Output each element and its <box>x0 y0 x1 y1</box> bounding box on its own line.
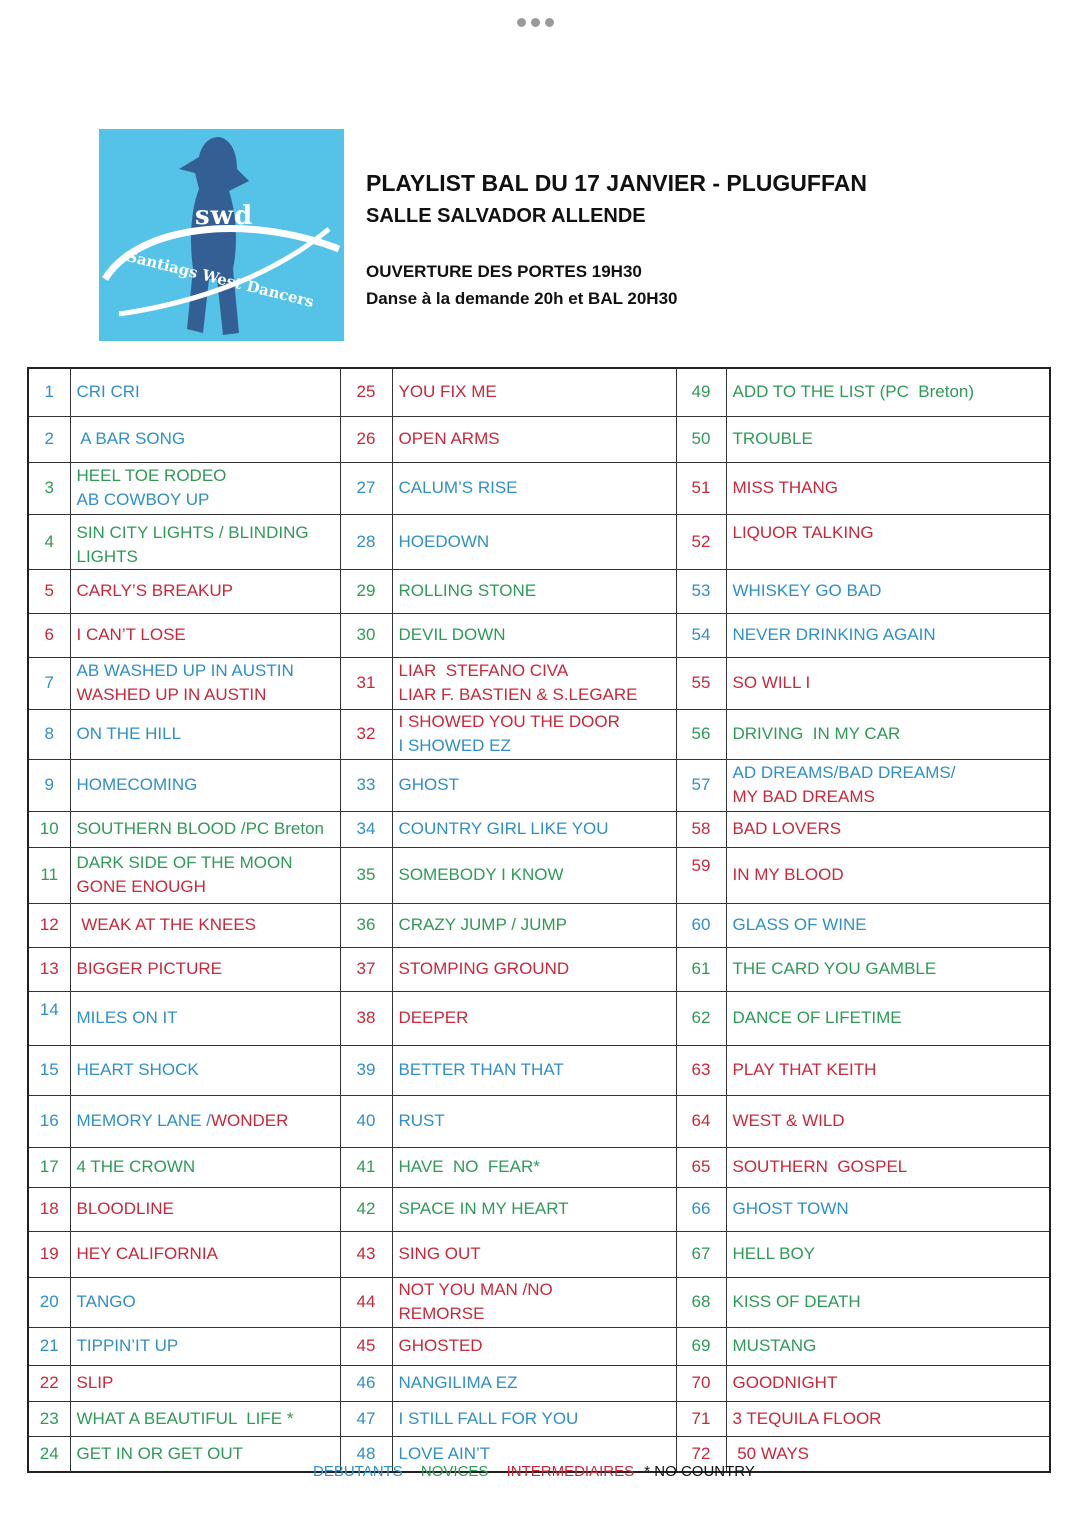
track-title-text: WHAT A BEAUTIFUL LIFE * <box>76 1408 294 1428</box>
track-title-text: SIN CITY LIGHTS / BLINDING <box>76 522 309 542</box>
track-number: 53 <box>676 569 726 613</box>
track-number: 42 <box>340 1187 392 1231</box>
track-title-text: HOEDOWN <box>398 531 490 551</box>
track-title <box>70 416 340 462</box>
track-title <box>726 514 1050 569</box>
track-title <box>70 613 340 657</box>
more-options-icon[interactable] <box>517 18 554 27</box>
table-row <box>28 416 1050 462</box>
table-row <box>28 462 1050 514</box>
track-title-text: GHOSTED <box>398 1336 483 1355</box>
track-number: 14 <box>28 991 70 1045</box>
logo-initials: swd <box>195 201 254 231</box>
track-title-text: ROLLING STONE <box>398 581 537 600</box>
track-title <box>70 1277 340 1327</box>
track-number: 18 <box>28 1187 70 1231</box>
track-number: 39 <box>340 1045 392 1095</box>
dot-icon <box>545 18 554 27</box>
track-title-text: SOMEBODY I KNOW <box>398 865 564 884</box>
table-row <box>28 368 1050 416</box>
venue-name: SALLE SALVADOR ALLENDE <box>366 205 646 227</box>
track-title <box>726 1231 1050 1277</box>
track-number: 59 <box>676 847 726 903</box>
track-title-text: GONE ENOUGH <box>76 877 206 896</box>
track-title-text: MEMORY LANE / <box>76 1111 211 1130</box>
track-title-text: YOU FIX ME <box>398 382 497 402</box>
track-title-text: MUSTANG <box>732 1336 817 1355</box>
track-title <box>392 991 676 1045</box>
track-title-text: BETTER THAN THAT <box>398 1060 564 1079</box>
table-row <box>28 759 1050 811</box>
track-title <box>70 1231 340 1277</box>
track-number: 64 <box>676 1095 726 1147</box>
table-row <box>28 1327 1050 1365</box>
table-row <box>28 1187 1050 1231</box>
track-title <box>70 1095 340 1147</box>
dot-icon <box>531 18 540 27</box>
track-title <box>726 759 1050 811</box>
track-title-text: SOUTHERN BLOOD /PC Breton <box>76 819 325 838</box>
track-title-text: 50 WAYS <box>732 1443 810 1463</box>
track-title-text: LIGHTS <box>76 546 138 566</box>
track-number: 6 <box>28 613 70 657</box>
track-number: 5 <box>28 569 70 613</box>
track-title-text: MY BAD DREAMS <box>732 787 875 806</box>
track-title-text: NEVER DRINKING AGAIN <box>732 625 936 644</box>
table-row <box>28 1277 1050 1327</box>
track-title-text: BLOODLINE <box>76 1199 174 1218</box>
track-title <box>726 709 1050 759</box>
table-row <box>28 903 1050 947</box>
track-number: 70 <box>676 1365 726 1401</box>
track-title <box>70 368 340 416</box>
track-title-text: AB WASHED UP IN AUSTIN <box>76 661 294 680</box>
doors-opening: OUVERTURE DES PORTES 19H30 <box>366 262 642 281</box>
track-number: 26 <box>340 416 392 462</box>
track-number: 35 <box>340 847 392 903</box>
track-title <box>726 657 1050 709</box>
track-title <box>726 1187 1050 1231</box>
track-number: 68 <box>676 1277 726 1327</box>
track-title <box>726 368 1050 416</box>
track-title-text: RUST <box>398 1111 445 1130</box>
track-title <box>726 1095 1050 1147</box>
track-number: 10 <box>28 811 70 847</box>
table-row <box>28 847 1050 903</box>
track-number: 19 <box>28 1231 70 1277</box>
track-title-text: I SHOWED EZ <box>398 736 511 755</box>
track-title-text: GOODNIGHT <box>732 1373 838 1392</box>
track-title <box>70 991 340 1045</box>
track-number: 69 <box>676 1327 726 1365</box>
track-number: 57 <box>676 759 726 811</box>
table-row <box>28 1045 1050 1095</box>
table-row <box>28 1147 1050 1187</box>
track-title <box>726 991 1050 1045</box>
track-number: 17 <box>28 1147 70 1187</box>
track-title-text: HOMECOMING <box>76 775 198 794</box>
table-row <box>28 991 1050 1045</box>
logo-club-name: Santiags West Dancers <box>124 247 316 312</box>
track-number: 49 <box>676 368 726 416</box>
track-title-text: WONDER <box>210 1111 289 1130</box>
track-title-text: SING OUT <box>398 1244 481 1263</box>
track-title-text: THE CARD YOU GAMBLE <box>732 959 937 978</box>
track-title <box>392 1327 676 1365</box>
track-title-text: TROUBLE <box>732 429 813 448</box>
track-title <box>70 1045 340 1095</box>
track-title <box>392 569 676 613</box>
track-title-text: I STILL FALL FOR YOU <box>398 1408 579 1428</box>
track-title <box>726 1365 1050 1401</box>
track-title <box>392 514 676 569</box>
track-title-text: AD DREAMS/BAD DREAMS/ <box>732 763 956 782</box>
track-title <box>392 1095 676 1147</box>
track-title-text: HELL BOY <box>732 1244 816 1263</box>
table-row <box>28 1231 1050 1277</box>
track-number: 33 <box>340 759 392 811</box>
track-number: 30 <box>340 613 392 657</box>
track-number: 56 <box>676 709 726 759</box>
track-title <box>726 1277 1050 1327</box>
track-number: 20 <box>28 1277 70 1327</box>
track-title-text: WASHED UP IN AUSTIN <box>76 685 267 704</box>
track-title <box>726 1436 1050 1472</box>
track-title <box>70 903 340 947</box>
track-title <box>392 462 676 514</box>
color-legend <box>313 1463 755 1480</box>
track-number: 61 <box>676 947 726 991</box>
track-number: 67 <box>676 1231 726 1277</box>
dance-schedule: Danse à la demande 20h et BAL 20H30 <box>366 289 678 308</box>
track-title <box>392 1401 676 1436</box>
track-title-text: CRAZY JUMP / JUMP <box>398 915 567 934</box>
track-title <box>70 1401 340 1436</box>
track-number: 44 <box>340 1277 392 1327</box>
track-number: 72 <box>676 1436 726 1472</box>
track-title <box>392 657 676 709</box>
track-number: 28 <box>340 514 392 569</box>
track-title <box>392 1045 676 1095</box>
track-number: 4 <box>28 514 70 569</box>
track-number: 13 <box>28 947 70 991</box>
track-number: 2 <box>28 416 70 462</box>
track-title <box>70 811 340 847</box>
track-title <box>70 1365 340 1401</box>
track-title-text: 4 THE CROWN <box>76 1157 196 1176</box>
track-title <box>726 1327 1050 1365</box>
club-logo <box>99 129 344 341</box>
track-title <box>392 947 676 991</box>
track-number: 37 <box>340 947 392 991</box>
track-title <box>392 903 676 947</box>
track-number: 55 <box>676 657 726 709</box>
track-title <box>70 1327 340 1365</box>
track-title <box>726 1147 1050 1187</box>
track-title <box>70 1147 340 1187</box>
track-title-text: I CAN’T LOSE <box>76 625 186 644</box>
table-row <box>28 1365 1050 1401</box>
track-number: 27 <box>340 462 392 514</box>
track-number: 52 <box>676 514 726 569</box>
table-row <box>28 569 1050 613</box>
legend-intermediaires: INTERMEDIAIRES <box>506 1463 635 1480</box>
track-title <box>70 847 340 903</box>
track-number: 16 <box>28 1095 70 1147</box>
track-title <box>392 709 676 759</box>
track-title <box>726 811 1050 847</box>
track-number: 54 <box>676 613 726 657</box>
track-number: 58 <box>676 811 726 847</box>
track-title <box>70 947 340 991</box>
table-row <box>28 811 1050 847</box>
track-title <box>392 416 676 462</box>
track-title-text: HAVE NO FEAR* <box>398 1157 540 1176</box>
track-title-text: DANCE OF LIFETIME <box>732 1008 902 1027</box>
track-title <box>392 1147 676 1187</box>
track-title-text: LIAR F. BASTIEN & S.LEGARE <box>398 685 638 704</box>
track-number: 41 <box>340 1147 392 1187</box>
track-number: 60 <box>676 903 726 947</box>
legend-no-country: * NO COUNTRY <box>644 1463 755 1480</box>
track-title-text: CALUM’S RISE <box>398 478 518 497</box>
track-number: 38 <box>340 991 392 1045</box>
track-title-text: CARLY’S BREAKUP <box>76 581 234 600</box>
track-title <box>70 514 340 569</box>
track-number: 25 <box>340 368 392 416</box>
track-title-text: SO WILL I <box>732 673 811 692</box>
track-title <box>726 1045 1050 1095</box>
track-title-text: ADD TO THE LIST (PC Breton) <box>732 382 975 402</box>
track-number: 40 <box>340 1095 392 1147</box>
track-number: 63 <box>676 1045 726 1095</box>
track-title-text: WHISKEY GO BAD <box>732 581 882 600</box>
track-number: 9 <box>28 759 70 811</box>
track-title <box>392 368 676 416</box>
track-title <box>392 759 676 811</box>
table-row <box>28 657 1050 709</box>
track-number: 23 <box>28 1401 70 1436</box>
track-title-text: GLASS OF WINE <box>732 915 867 934</box>
track-number: 50 <box>676 416 726 462</box>
track-title <box>726 462 1050 514</box>
track-number: 43 <box>340 1231 392 1277</box>
track-number: 65 <box>676 1147 726 1187</box>
track-title <box>392 1277 676 1327</box>
track-title <box>70 1436 340 1472</box>
table-row <box>28 514 1050 569</box>
track-title-text: BAD LOVERS <box>732 819 842 838</box>
table-row <box>28 947 1050 991</box>
track-number: 62 <box>676 991 726 1045</box>
track-number: 51 <box>676 462 726 514</box>
track-title-text: WEST & WILD <box>732 1111 845 1130</box>
track-title-text: KISS OF DEATH <box>732 1292 861 1311</box>
track-title-text: STOMPING GROUND <box>398 959 570 978</box>
track-title-text: DEEPER <box>398 1008 469 1027</box>
track-title <box>70 1187 340 1231</box>
track-number: 34 <box>340 811 392 847</box>
track-title <box>70 709 340 759</box>
track-title-text: TANGO <box>76 1292 136 1311</box>
track-number: 12 <box>28 903 70 947</box>
track-title-text: SPACE IN MY HEART <box>398 1199 569 1218</box>
track-title <box>392 1365 676 1401</box>
track-number: 11 <box>28 847 70 903</box>
track-title-text: AB COWBOY UP <box>76 490 210 509</box>
track-number: 36 <box>340 903 392 947</box>
track-title <box>70 462 340 514</box>
dot-icon <box>517 18 526 27</box>
table-row <box>28 613 1050 657</box>
track-title <box>70 569 340 613</box>
track-title-text: DEVIL DOWN <box>398 625 506 644</box>
track-title <box>726 569 1050 613</box>
track-number: 31 <box>340 657 392 709</box>
track-title <box>726 903 1050 947</box>
track-number: 21 <box>28 1327 70 1365</box>
track-title-text: I SHOWED YOU THE DOOR <box>398 712 620 731</box>
track-title-text: DRIVING IN MY CAR <box>732 724 901 743</box>
track-title-text: CRI CRI <box>76 382 140 402</box>
track-number: 48 <box>340 1436 392 1472</box>
track-number: 22 <box>28 1365 70 1401</box>
track-number: 45 <box>340 1327 392 1365</box>
track-title-text: DARK SIDE OF THE MOON <box>76 853 293 872</box>
track-number: 71 <box>676 1401 726 1436</box>
track-title-text: GHOST TOWN <box>732 1199 849 1218</box>
track-number: 47 <box>340 1401 392 1436</box>
playlist-table <box>27 367 1051 1473</box>
track-title-text: SOUTHERN GOSPEL <box>732 1157 908 1176</box>
track-title <box>70 657 340 709</box>
track-title-text: HEEL TOE RODEO <box>76 466 227 485</box>
track-title-text: NOT YOU MAN /NO <box>398 1280 553 1299</box>
table-row <box>28 709 1050 759</box>
track-number: 24 <box>28 1436 70 1472</box>
track-title-text: ON THE HILL <box>76 724 182 743</box>
track-number: 46 <box>340 1365 392 1401</box>
track-title-text: MISS THANG <box>732 478 838 497</box>
track-title <box>392 1187 676 1231</box>
track-title <box>392 613 676 657</box>
track-title-text: SLIP <box>76 1373 114 1392</box>
track-title <box>392 811 676 847</box>
track-title-text: PLAY THAT KEITH <box>732 1060 877 1079</box>
track-number: 8 <box>28 709 70 759</box>
track-title <box>726 947 1050 991</box>
track-number: 29 <box>340 569 392 613</box>
track-title <box>392 847 676 903</box>
track-title <box>726 613 1050 657</box>
track-title-text: A BAR SONG <box>76 429 186 448</box>
track-title-text: GHOST <box>398 775 459 794</box>
page-title: PLAYLIST BAL DU 17 JANVIER - PLUGUFFAN <box>366 170 867 196</box>
track-number: 7 <box>28 657 70 709</box>
track-title-text: LIQUOR TALKING <box>732 522 874 542</box>
track-title-text: GET IN OR GET OUT <box>76 1443 244 1463</box>
track-title <box>70 759 340 811</box>
track-title <box>726 416 1050 462</box>
track-title <box>726 1401 1050 1436</box>
track-number: 66 <box>676 1187 726 1231</box>
table-row <box>28 1095 1050 1147</box>
track-title-text: COUNTRY GIRL LIKE YOU <box>398 819 609 838</box>
track-title-text: TIPPIN’IT UP <box>76 1336 179 1355</box>
track-title-text: MILES ON IT <box>76 1008 178 1027</box>
track-title-text: 3 TEQUILA FLOOR <box>732 1408 882 1428</box>
track-title-text: HEY CALIFORNIA <box>76 1244 218 1263</box>
legend-debutants: DEBUTANTS <box>313 1463 403 1480</box>
legend-novices: NOVICES <box>420 1463 489 1480</box>
track-number: 15 <box>28 1045 70 1095</box>
track-title-text: OPEN ARMS <box>398 429 500 448</box>
track-title-text: WEAK AT THE KNEES <box>76 915 256 934</box>
table-row <box>28 1401 1050 1436</box>
track-title-text: BIGGER PICTURE <box>76 959 222 978</box>
track-title <box>726 847 1050 903</box>
track-number: 1 <box>28 368 70 416</box>
track-title <box>392 1231 676 1277</box>
track-title-text: REMORSE <box>398 1304 485 1323</box>
track-title-text: LOVE AIN’T <box>398 1443 491 1463</box>
track-number: 32 <box>340 709 392 759</box>
track-number: 3 <box>28 462 70 514</box>
track-title-text: NANGILIMA EZ <box>398 1373 518 1392</box>
track-title-text: HEART SHOCK <box>76 1060 199 1079</box>
track-title-text: IN MY BLOOD <box>732 865 844 884</box>
track-title-text: LIAR STEFANO CIVA <box>398 661 569 680</box>
